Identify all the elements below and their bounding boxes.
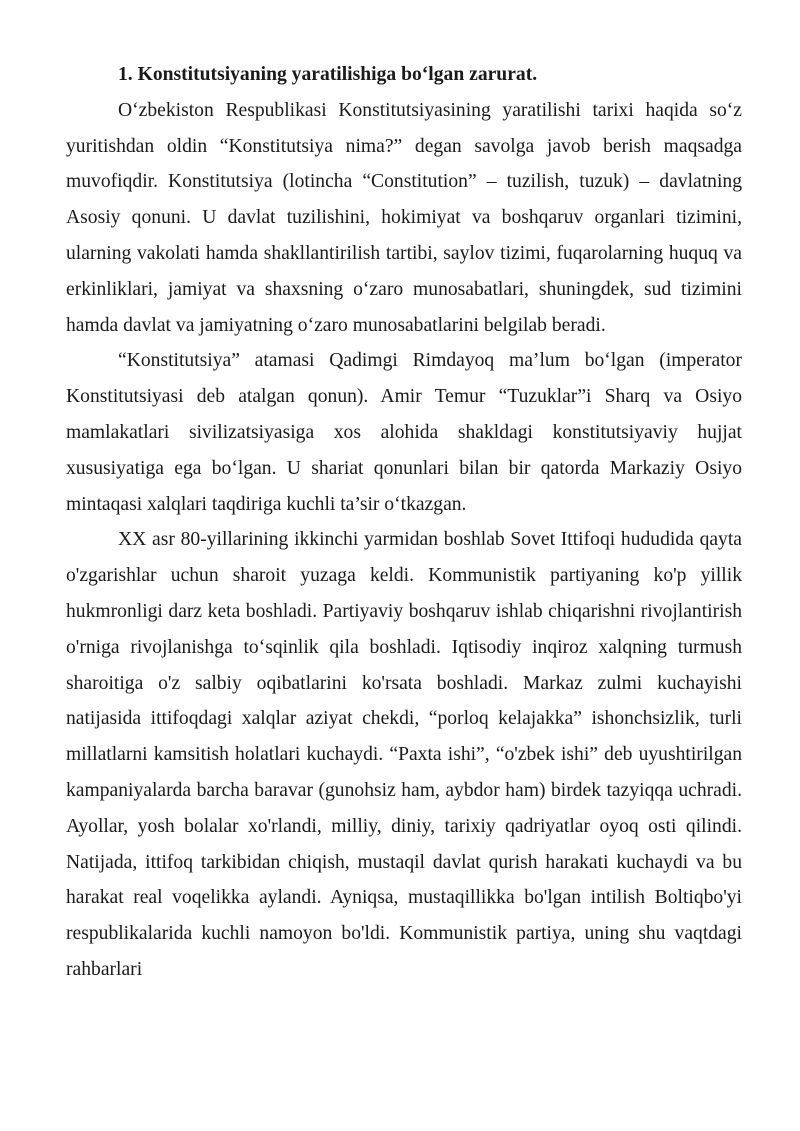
document-page	[66, 57, 742, 988]
section-heading: 1. Konstitutsiyaning yaratilishiga bo‘lgan zarurat.	[118, 64, 538, 85]
paragraph-constitution-history: “Konstitutsiya” atamasi Qadimgi Rimdayoq ma’lum bo‘lgan (imperator Konstitutsiyasi deb atalgan qonun). Amir Temur “Tuzuklar”i Sharq va Osiyo mamlakatlari sivilizatsiyasiga xos alohida shakldagi konstitutsiyaviy hujjat xususiyatiga ega bo‘lgan. U shariat qonunlari bilan bir qatorda Markaziy Osiyo mintaqasi xalqlari taqdiriga kuchli ta’sir o‘tkazgan.	[66, 350, 742, 515]
paragraph-constitution-definition: O‘zbekiston Respublikasi Konstitutsiyasining yaratilishi tarixi haqida so‘z yuritishdan oldin “Konstitutsiya nima?” degan savolga javob berish maqsadga muvofiqdir. Konstitutsiya (lotincha “Constitution” – tuzilish, tuzuk) – davlatning Asosiy qonuni. U davlat tuzilishini, hokimiyat va boshqaruv organlari tizimini, ularning vakolati hamda shakllantirilish tartibi, saylov tizimi, fuqarolarning huquq va erkinliklari, jamiyat va shaxsning o‘zaro munosabatlari, shuningdek, sud tizimini hamda davlat va jamiyatning o‘zaro munosabatlarini belgilab beradi.	[66, 99, 742, 336]
paragraph-soviet-period: XX asr 80-yillarining ikkinchi yarmidan boshlab Sovet Ittifoqi hududida qayta o'zgarishlar uchun sharoit yuzaga keldi. Kommunistik partiyaning ko'p yillik hukmronligi darz keta boshladi. Partiyaviy boshqaruv ishlab chiqarishni rivojlantirish o'rniga rivojlanishga to‘sqinlik qila boshladi. Iqtisodiy inqiroz xalqning turmush sharoitiga o'z salbiy oqibatlarini ko'rsata boshladi. Markaz zulmi kuchayishi natijasida ittifoqdagi xalqlar aziyat chekdi, “porloq kelajakka” ishonchsizlik, turli millatlarni kamsitish holatlari kuchaydi. “Paxta ishi”, “o'zbek ishi” deb uyushtirilgan kampaniyalarda barcha baravar (gunohsiz ham, aybdor ham) birdek tazyiqqa uchradi. Ayollar, yosh bolalar xo'rlandi, milliy, diniy, tarixiy qadriyatlar oyoq osti qilindi. Natijada, ittifoq tarkibidan chiqish, mustaqil davlat qurish harakati kuchaydi va bu harakat real voqelikka aylandi. Ayniqsa, mustaqillikka bo'lgan intilish Boltiqbo'yi respublikalarida kuchli namoyon bo'ldi. Kommunistik partiya, uning shu vaqtdagi rahbarlari	[66, 529, 742, 980]
